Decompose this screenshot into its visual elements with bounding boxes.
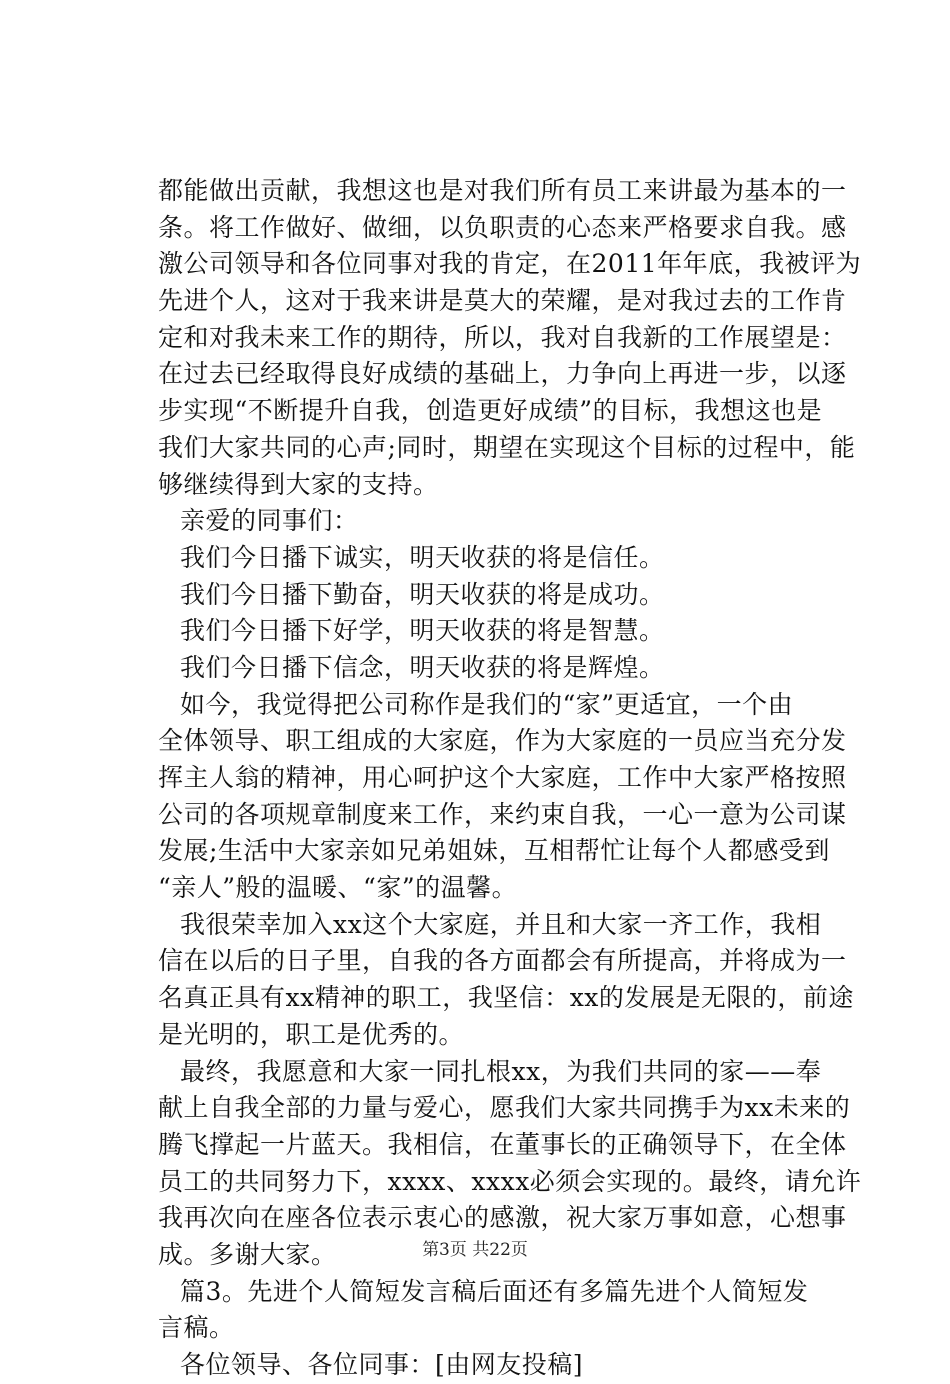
text-line: 发展;生活中大家亲如兄弟姐妹，互相帮忙让每个人都感受到	[158, 836, 830, 866]
verse-line: 我们今日播下好学，明天收获的将是智慧。	[180, 616, 665, 646]
text-line: 够继续得到大家的支持。	[158, 469, 439, 499]
text-line: 名真正具有xx精神的职工，我坚信：xx的发展是无限的，前途	[158, 983, 854, 1013]
verse-line: 我们今日播下诚实，明天收获的将是信任。	[180, 542, 665, 572]
section-heading-line: 篇3。先进个人简短发言稿后面还有多篇先进个人简短发	[180, 1276, 809, 1306]
text-line: 成。多谢大家。	[158, 1239, 337, 1269]
text-line: 全体领导、职工组成的大家庭，作为大家庭的一员应当充分发	[158, 726, 847, 756]
paragraph-start-line: 我很荣幸加入xx这个大家庭，并且和大家一齐工作，我相	[180, 909, 822, 939]
salutation-line: 亲爱的同事们：	[180, 506, 359, 536]
text-line: 先进个人，这对于我来讲是莫大的荣耀，是对我过去的工作肯	[158, 286, 847, 316]
text-line: 是光明的，职工是优秀的。	[158, 1019, 465, 1049]
text-line: “亲人”般的温暖、“家”的温馨。	[158, 873, 518, 903]
text-line: 信在以后的日子里，自我的各方面都会有所提高，并将成为一	[158, 946, 847, 976]
document-body	[158, 173, 862, 1384]
text-line: 我们大家共同的心声;同时，期望在实现这个目标的过程中，能	[158, 432, 856, 462]
page-number-footer: 第3页 共22页	[422, 1240, 528, 1260]
text-line: 献上自我全部的力量与爱心，愿我们大家共同携手为xx未来的	[158, 1093, 851, 1123]
text-line: 我再次向在座各位表示衷心的感激，祝大家万事如意，心想事	[158, 1203, 847, 1233]
paragraph-start-line: 最终，我愿意和大家一同扎根xx，为我们共同的家——奉	[180, 1056, 822, 1086]
text-line: 激公司领导和各位同事对我的肯定，在2011年年底，我被评为	[158, 249, 862, 279]
text-line: 步实现“不断提升自我，创造更好成绩”的目标，我想这也是	[158, 396, 823, 426]
salutation-line: 各位领导、各位同事：[由网友投稿]	[180, 1350, 584, 1379]
verse-line: 我们今日播下勤奋，明天收获的将是成功。	[180, 579, 665, 609]
text-line: 定和对我未来工作的期待，所以，我对自我新的工作展望是：	[158, 322, 847, 352]
text-line: 条。将工作做好、做细，以负职责的心态来严格要求自我。感	[158, 212, 847, 242]
verse-line: 我们今日播下信念，明天收获的将是辉煌。	[180, 652, 665, 682]
text-line: 言稿。	[158, 1313, 235, 1343]
text-line: 在过去已经取得良好成绩的基础上，力争向上再进一步，以逐	[158, 359, 847, 389]
text-line: 公司的各项规章制度来工作，来约束自我，一心一意为公司谋	[158, 799, 847, 829]
text-line: 员工的共同努力下，xxxx、xxxx必须会实现的。最终，请允许	[158, 1166, 862, 1196]
paragraph-start-line: 如今，我觉得把公司称作是我们的“家”更适宜，一个由	[180, 689, 794, 719]
text-line: 挥主人翁的精神，用心呵护这个大家庭，工作中大家严格按照	[158, 763, 847, 792]
text-line: 腾飞撑起一片蓝天。我相信，在董事长的正确领导下，在全体	[158, 1129, 847, 1159]
text-line: 都能做出贡献，我想这也是对我们所有员工来讲最为基本的一	[158, 176, 847, 205]
